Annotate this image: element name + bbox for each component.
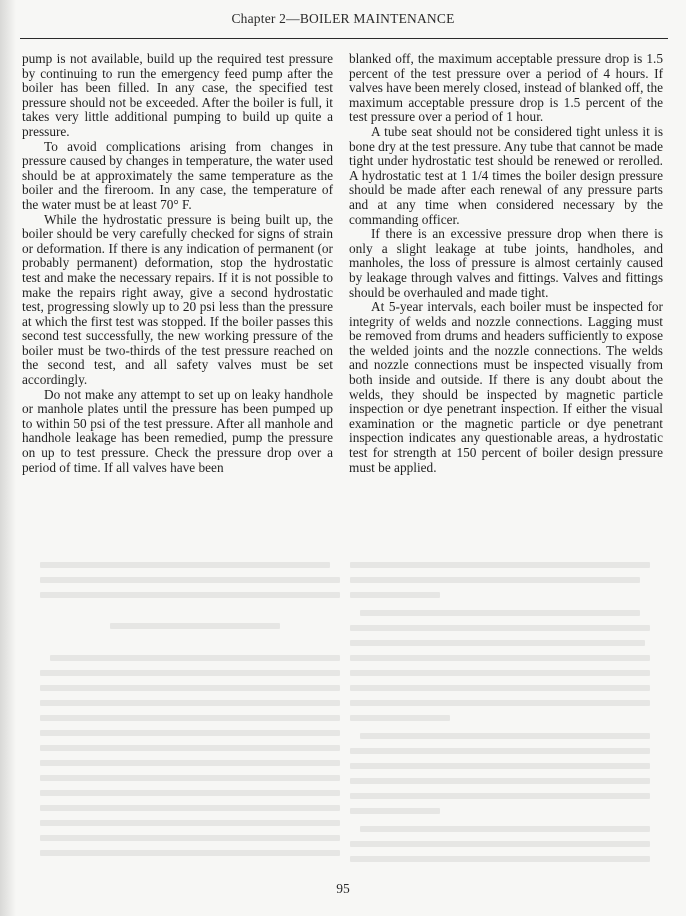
paragraph: blanked off, the maximum acceptable pressure drop is 1.5 percent of the test pressure over a period of 4 hours. If valves have been merely closed, instead of blanked off, the maximum acceptable pressure drop is 1.5 percent of the test pressure over a period of 1 hour. — [349, 51, 663, 125]
paragraph: While the hydrostatic pressure is being built up, the boiler should be very carefully checked for signs of strain or deformation. If there is any indication of permanent (or probably permanent) deformation, stop the hydrostatic test and make the necessary repairs. If it is not possible to make the repairs right away, give a second hydrostatic test, progressing slowly up to 20 psi less than the pressure at which the first test was stopped. If the boiler passes this second test successfully, the new working pressure of the boiler must be two-thirds of the test pressure reached on the second test, and all safety valves must be set accordingly. — [22, 211, 333, 388]
paragraph: Do not make any attempt to set up on leaky handhole or manhole plates until the pressure has been pumped up to within 50 psi of the test pressure. After all manhole and handhole leakage has been remedied, pump the pressure on up to test pressure. Check the pressure drop over a period of time. If all valves have been — [22, 386, 333, 475]
show-through-text — [20, 560, 670, 860]
paragraph: pump is not available, build up the required test pressure by continuing to run the emergency feed pump after the boiler has been filled. In any case, the specified test pressure should not be exceeded. After the boiler is full, it takes very little additional pumping to build up quite a pressure. — [22, 51, 333, 139]
paragraph: At 5-year intervals, each boiler must be inspected for integrity of welds and nozzle connections. Lagging must be removed from drums and headers sufficiently to expose the welded joints and the nozzle connections. The welds and nozzle connections must be inspected visually from both inside and outside. If there is any doubt about the welds, they should be inspected by magnetic particle inspection or dye penetrant inspection. If either the visual examination or the magnetic particle or dye penetrant inspection indicates any questionable areas, a hydrostatic test for strength at 150 percent of boiler design pressure must be applied. — [349, 299, 663, 475]
paragraph: A tube seat should not be considered tight unless it is bone dry at the test pressure. Any tube that cannot be made tight under hydrostatic test should be renewed or rerolled. A hydrostatic test at 1 1/4 times the boiler design pressure should be made after each renewal of any pressure parts and at any time when considered necessary by the commanding officer. — [349, 123, 663, 227]
paragraph: To avoid complications arising from changes in pressure caused by changes in temperature, the water used should be at approximately the same temperature as the boiler and the fireroom. In any case, the temperature of the water must be at least 70° F. — [22, 138, 333, 212]
right-column — [349, 52, 663, 475]
running-head: Chapter 2—BOILER MAINTENANCE — [231, 11, 455, 26]
paragraph: If there is an excessive pressure drop when there is only a slight leakage at tube joints, handholes, and manholes, the loss of pressure is almost certainly caused by leakage through valves and fittings. Valves and fittings should be overhauled and made tight. — [349, 226, 663, 300]
page-gutter-shadow — [0, 0, 16, 916]
page-number: 95 — [336, 881, 350, 896]
header-rule — [20, 38, 668, 39]
left-column — [22, 52, 333, 475]
